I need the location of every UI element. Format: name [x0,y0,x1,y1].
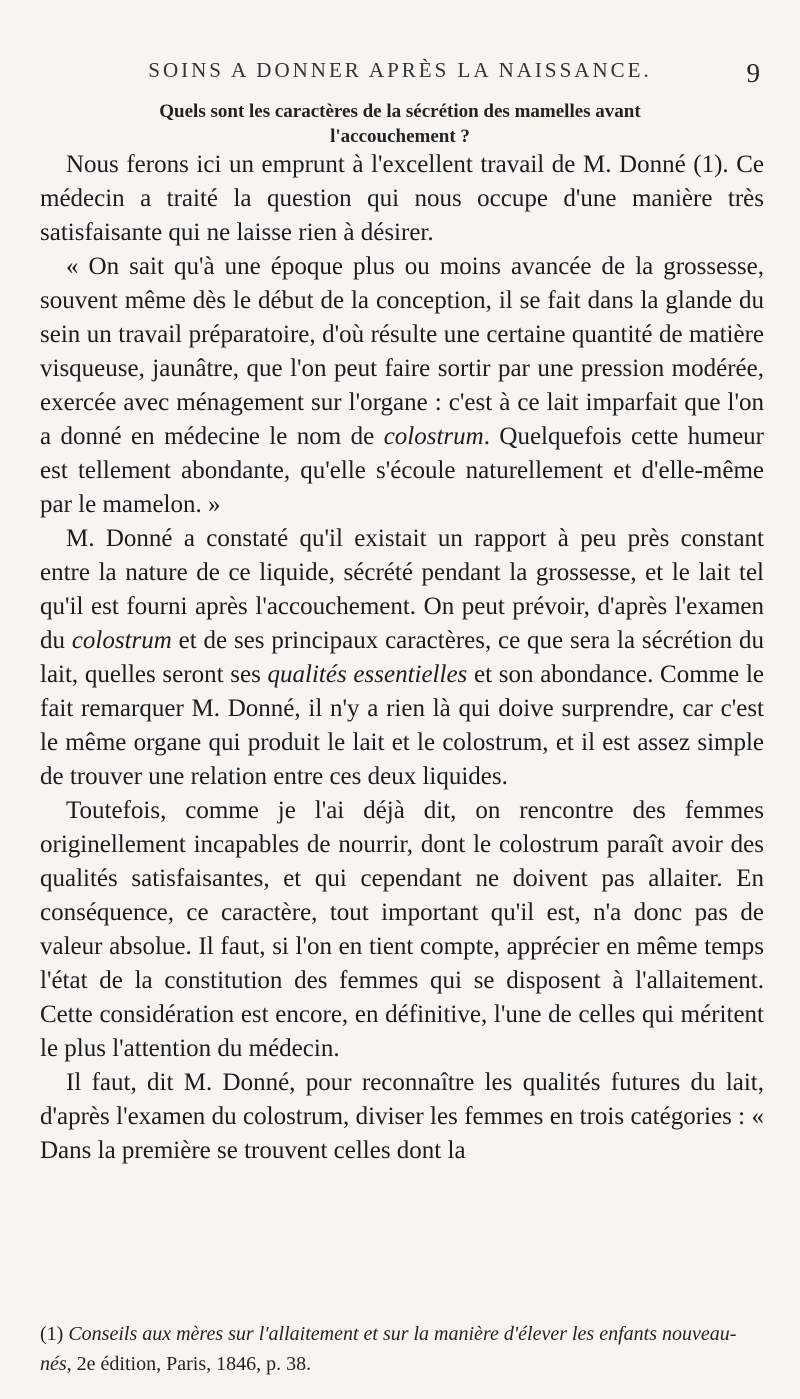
paragraph-2-text-a: « On sait qu'à une époque plus ou moins avancée de la grossesse, souvent même dès le début de la conception, il se fait dans la glande du sein un travail préparatoire, d'où résulte une certaine quantité de matière visqueuse, jaunâtre, que l'on peut faire sortir par une pression modérée, exercée avec ménagement sur l'organe : c'est à ce lait imparfait que l'on a donné en médecine le nom de [40,253,764,450]
paragraph-1: Nous ferons ici un emprunt à l'excellent travail de M. Donné (1). Ce médecin a traité la question qui nous occupe d'une manière très satisfaisante qui ne laisse rien à désirer. [40,151,764,246]
paragraph-3-text-a: M. Donné a constaté qu'il existait un rapport à peu près constant entre la nature de ce liquide, sécrété pendant la grossesse, et le lait tel qu'il est fourni après l'accouchement. On peut prévoir, d'après l'examen du [40,525,764,654]
paragraph-3-text-b: et de ses principaux caractères, ce que sera la sécrétion du lait, quelles seront ses [40,627,764,688]
body-text [40,148,764,1168]
paragraph-2 [40,250,764,522]
paragraph-3 [40,522,764,794]
paragraph-3-text-c: et son abondance. Comme le fait remarquer M. Donné, il n'y a rien là qui doive surprendre, car c'est le même organe qui produit le lait et le colostrum, et il est assez simple de trouver une relation entre ces deux liquides. [40,661,764,790]
paragraph-5: Il faut, dit M. Donné, pour reconnaître les qualités futures du lait, d'après l'examen du colostrum, diviser les femmes en trois catégories : « Dans la première se trouvent celles dont la [40,1069,764,1164]
footnote [40,1319,764,1379]
paragraph-3-emphasis-1: colostrum [71,627,172,654]
section-title-line-2: l'accouchement ? [330,126,470,147]
footnote-details: , 2e édition, Paris, 1846, p. 38. [66,1353,312,1375]
section-title-line-1: Quels sont les caractères de la sécrétion des mamelles avant [159,101,641,122]
paragraph-4: Toutefois, comme je l'ai déjà dit, on rencontre des femmes originellement incapables de nourrir, dont le colostrum paraît avoir des qualités satisfaisantes, et qui cependant ne doivent pas allaiter. En conséquence, ce caractère, tout important qu'il est, n'a donc pas de valeur absolue. Il faut, si l'on en tient compte, apprécier en même temps l'état de la constitution des femmes qui se disposent à l'allaitement. Cette considération est encore, en définitive, l'une de celles qui méritent le plus l'attention du médecin. [40,797,764,1062]
paragraph-3-emphasis-2: qualités essentielles [267,661,468,688]
footnote-title: Conseils aux mères sur l'allaitement et sur la manière d'élever les enfants nouveau-nés [40,1323,737,1375]
footnote-marker: (1) [40,1323,69,1345]
section-title [40,99,760,149]
running-head: SOINS A DONNER APRÈS LA NAISSANCE. [148,58,652,82]
paragraph-2-emphasis: colostrum [383,423,484,450]
paragraph-2-text-b: . Quelquefois cette humeur est tellement abondante, qu'elle s'écoule naturellement et d'elle-même par le mamelon. » [40,423,764,518]
page-number: 9 [746,58,760,88]
